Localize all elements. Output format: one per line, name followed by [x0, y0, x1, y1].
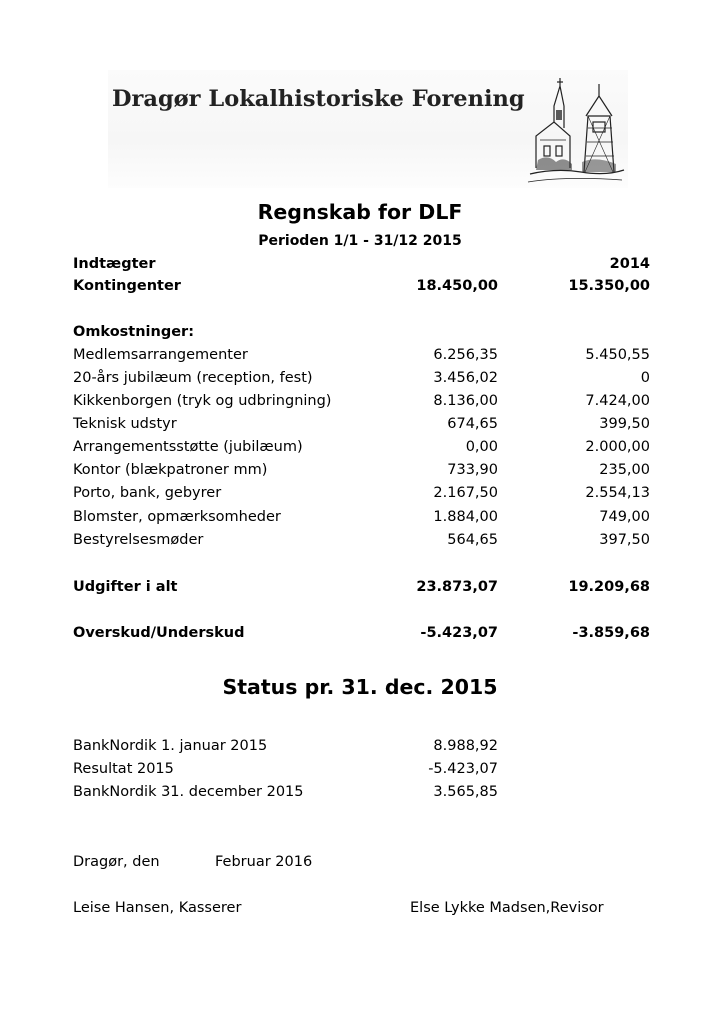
row-label: Kikkenborgen (tryk og udbringning): [73, 393, 332, 409]
income-section-label: Indtægter: [73, 256, 156, 272]
expense-row: [73, 485, 653, 505]
row-label: Overskud/Underskud: [73, 625, 245, 641]
expenses-header-row: [73, 324, 653, 344]
row-label: Udgifter i alt: [73, 579, 178, 595]
value-2014: 2.000,00: [585, 439, 650, 455]
value-2015: 0,00: [465, 439, 498, 455]
row-label: BankNordik 1. januar 2015: [73, 738, 268, 754]
value-2014: 399,50: [599, 416, 650, 432]
status-row: [73, 738, 653, 758]
expense-row: [73, 462, 653, 482]
expenses-total-row: [73, 579, 653, 599]
value-2015: 674,65: [447, 416, 498, 432]
value-2015: 8.136,00: [433, 393, 498, 409]
status-value: 8.988,92: [433, 738, 498, 754]
status-row: [73, 784, 653, 804]
expense-row: [73, 393, 653, 413]
value-2014: 235,00: [599, 462, 650, 478]
prev-year-header: 2014: [609, 256, 650, 272]
row-label: Arrangementsstøtte (jubilæum): [73, 439, 303, 455]
value-2015: 2.167,50: [433, 485, 498, 501]
row-label: Kontor (blækpatroner mm): [73, 462, 268, 478]
expense-row: [73, 532, 653, 552]
kontingenter-row: [73, 278, 653, 298]
value-2014: 2.554,13: [585, 485, 650, 501]
value-2015: -5.423,07: [420, 625, 498, 641]
value-2014: 749,00: [599, 509, 650, 525]
expense-row: [73, 370, 653, 390]
row-label: Blomster, opmærksomheder: [73, 509, 281, 525]
value-2015: 1.884,00: [433, 509, 498, 525]
status-row: [73, 761, 653, 781]
expense-row: [73, 509, 653, 529]
result-row: [73, 625, 653, 645]
auditor-signature: Else Lykke Madsen,Revisor: [410, 900, 604, 916]
date-label: Februar 2016: [215, 854, 313, 870]
value-2015: 23.873,07: [416, 579, 498, 595]
value-2014: 7.424,00: [585, 393, 650, 409]
value-2015: 6.256,35: [433, 347, 498, 363]
treasurer-signature: Leise Hansen, Kasserer: [73, 900, 242, 916]
value-2014: 0: [640, 370, 650, 386]
expense-row: [73, 439, 653, 459]
row-label: 20-års jubilæum (reception, fest): [73, 370, 313, 386]
row-label: Bestyrelsesmøder: [73, 532, 204, 548]
expense-row: [73, 347, 653, 367]
income-header-row: [73, 256, 653, 276]
value-2015: 18.450,00: [416, 278, 498, 294]
expenses-section-label: Omkostninger:: [73, 324, 194, 340]
row-label: Teknisk udstyr: [73, 416, 177, 432]
value-2014: 19.209,68: [568, 579, 650, 595]
row-label: Medlemsarrangementer: [73, 347, 248, 363]
place-label: Dragør, den: [73, 854, 160, 870]
church-logo-icon: [526, 76, 626, 188]
organization-name: Dragør Lokalhistoriske Forening: [112, 86, 525, 112]
value-2014: 397,50: [599, 532, 650, 548]
expense-row: [73, 416, 653, 436]
report-title: Regnskab for DLF: [257, 200, 463, 224]
row-label: BankNordik 31. december 2015: [73, 784, 304, 800]
value-2015: 3.456,02: [433, 370, 498, 386]
value-2014: 15.350,00: [568, 278, 650, 294]
row-label: Porto, bank, gebyrer: [73, 485, 222, 501]
status-value: -5.423,07: [428, 761, 498, 777]
row-label: Kontingenter: [73, 278, 181, 294]
value-2014: -3.859,68: [572, 625, 650, 641]
value-2015: 564,65: [447, 532, 498, 548]
status-value: 3.565,85: [433, 784, 498, 800]
status-title: Status pr. 31. dec. 2015: [222, 675, 498, 699]
report-period: Perioden 1/1 - 31/12 2015: [258, 233, 462, 249]
value-2014: 5.450,55: [585, 347, 650, 363]
value-2015: 733,90: [447, 462, 498, 478]
row-label: Resultat 2015: [73, 761, 174, 777]
